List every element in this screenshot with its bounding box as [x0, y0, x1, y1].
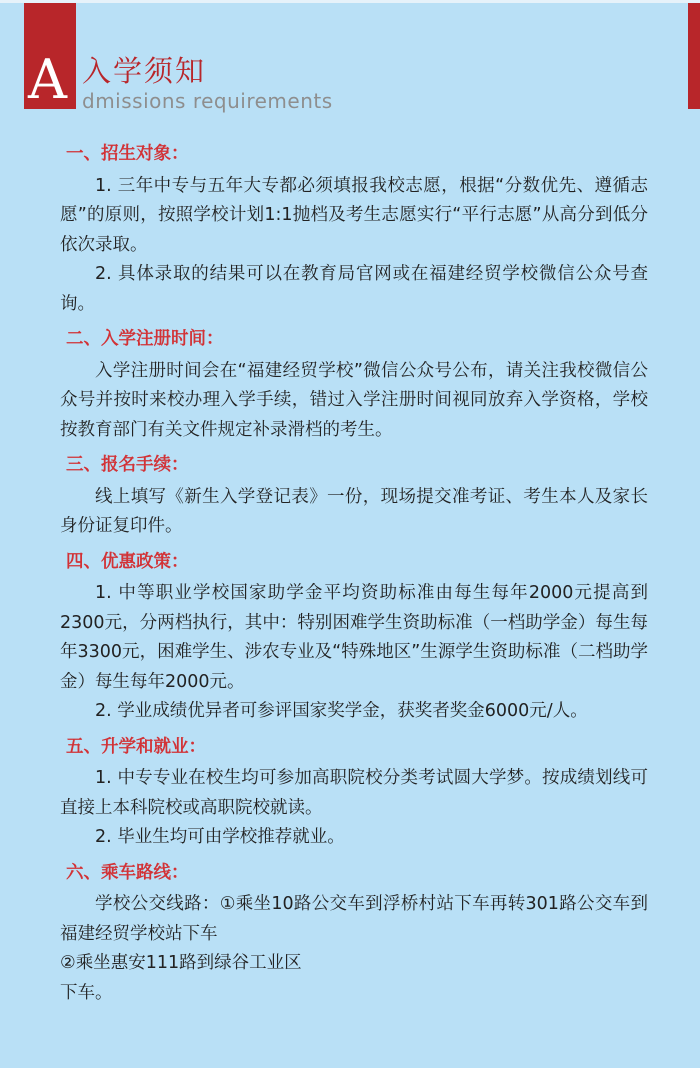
section-paragraph: 2. 具体录取的结果可以在教育局官网或在福建经贸学校微信公众号查询。 — [60, 264, 648, 314]
section-heading: 五、升学和就业： — [66, 736, 206, 757]
section-paragraph: 2. 学业成绩优异者可参评国家奖学金，获奖者奖金6000元/人。 — [95, 701, 588, 721]
section-paragraph: 学校公交线路：①乘坐10路公交车到浮桥村站下车再转301路公交车到福建经贸学校站下车 — [60, 894, 648, 944]
section-application-procedure — [60, 451, 648, 542]
section-enrollment-target — [60, 140, 648, 319]
top-border — [0, 0, 700, 3]
letter-badge-text: A — [28, 48, 67, 111]
section-heading: 六、乘车路线： — [66, 862, 189, 883]
section-paragraph: 线上填写《新生入学登记表》一份，现场提交准考证、考生本人及家长身份证复印件。 — [60, 486, 648, 536]
section-heading: 二、入学注册时间： — [66, 329, 224, 349]
section-paragraph: 1. 中专专业在校生均可参加高职院校分类考试圆大学梦。按成绩划线可直接上本科院校或高职院校就读。 — [60, 768, 648, 818]
right-accent-bar — [688, 3, 700, 109]
section-paragraph: 1. 中等职业学校国家助学金平均资助标准由每生每年2000元提高到2300元，分两档执行，其中：特别困难学生资助标准（一档助学金）每生每年3300元，困难学生、涉农专业及“特殊地区”生源学生资助标准（二档助学金）每生每年2000元。 — [60, 583, 648, 692]
section-bus-route — [60, 859, 648, 1009]
letter-badge — [24, 3, 76, 109]
page-title: 入学须知 — [82, 54, 207, 88]
section-paragraph: 入学注册时间会在“福建经贸学校”微信公众号公布，请关注我校微信公众号并按时来校办理入学手续，错过入学注册时间视同放弃入学资格，学校按教育部门有关文件规定补录滑档的考生。 — [60, 360, 648, 440]
section-paragraph: 1. 三年中专与五年大专都必须填报我校志愿，根据“分数优先、遵循志愿”的原则，按照学校计划1:1抛档及考生志愿实行“平行志愿”从高分到低分依次录取。 — [60, 175, 648, 255]
page-subtitle: dmissions requirements — [82, 89, 333, 113]
content-body — [60, 138, 648, 1014]
section-paragraph: 2. 毕业生均可由学校推荐就业。 — [95, 827, 345, 847]
section-registration-time — [60, 325, 648, 445]
section-preferential-policy — [60, 548, 648, 727]
section-heading: 一、招生对象： — [66, 144, 189, 164]
section-heading: 三、报名手续： — [66, 455, 189, 475]
route-line: ②乘坐惠安111路到绿谷工业区 — [60, 953, 302, 973]
section-heading: 四、优惠政策： — [66, 551, 189, 572]
section-further-study-employment — [60, 733, 648, 853]
route-line: 下车。 — [60, 982, 113, 1003]
